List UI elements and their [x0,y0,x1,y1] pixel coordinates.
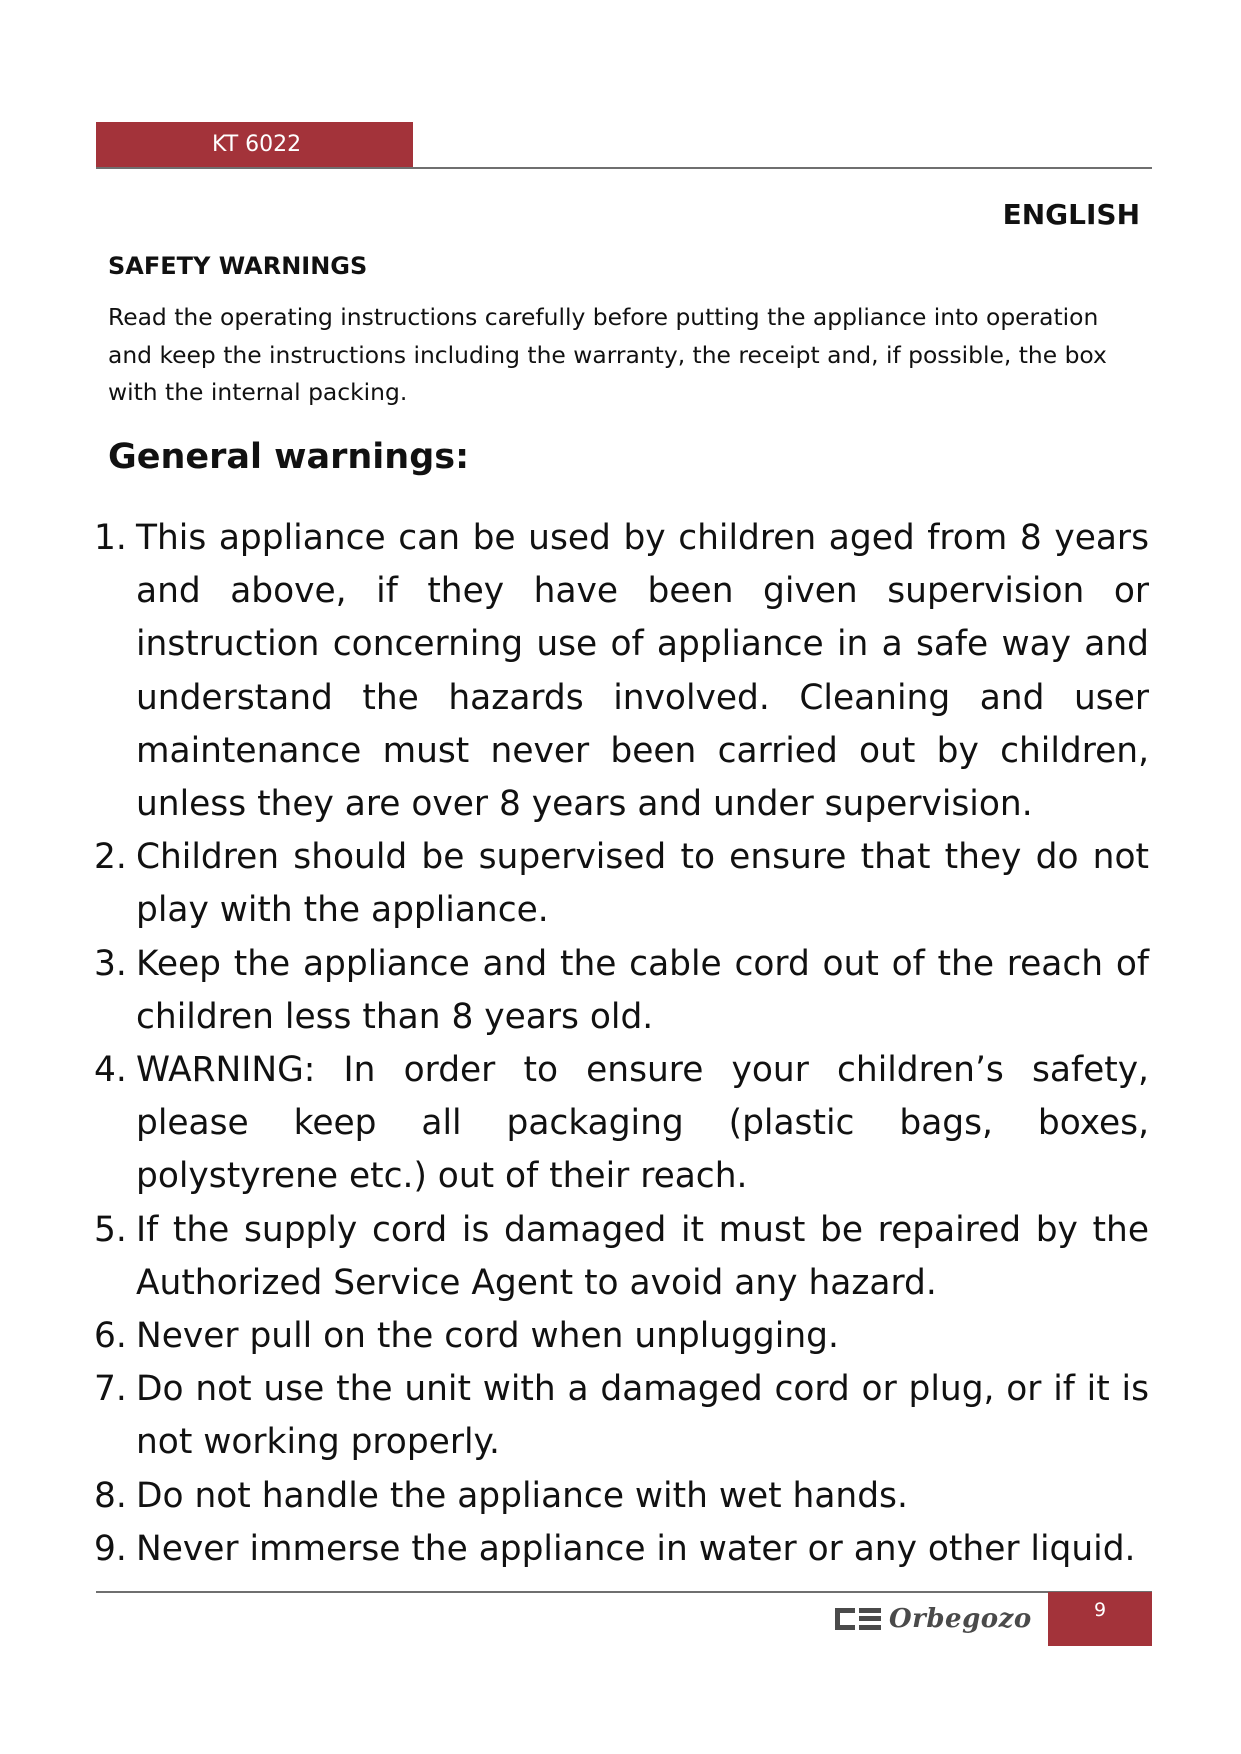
footer-rule [96,1591,1152,1593]
page-number: 9 [1093,1599,1107,1621]
item-number: 3. [94,943,127,984]
item-number: 6. [94,1316,127,1357]
list-item [94,512,1149,831]
item-text: This appliance can be used by children aged from 8 years and above, if they have been given supervision or instruction concerning use of appliance in a safe way and understand the hazards involved. Cleaning and user maintenance must never been carried out by children, unless they are over 8 years and under supervision. [136,518,1149,825]
list-item [94,1523,1149,1576]
item-text: Never immerse the appliance in water or any other liquid. [136,1528,1136,1569]
model-number: KT 6022 [212,132,302,157]
item-text: Children should be supervised to ensure that they do not play with the appliance. [136,837,1149,931]
item-number: 9. [94,1528,127,1569]
header-rule [96,167,1152,169]
item-number: 4. [94,1050,127,1091]
item-text: Do not use the unit with a damaged cord or plug, or if it is not working properly. [136,1369,1149,1463]
brand-name: Orbegozo [889,1604,1032,1634]
item-text: If the supply cord is damaged it must be repaired by the Authorized Service Agent to avoid any hazard. [136,1209,1149,1303]
list-item [94,1470,1149,1523]
item-number: 5. [94,1209,127,1250]
model-tab [96,122,413,168]
safety-warnings-title: SAFETY WARNINGS [108,252,368,280]
item-text: Do not handle the appliance with wet hands. [136,1475,908,1516]
general-warnings-heading: General warnings: [108,437,470,477]
list-item [94,1310,1149,1363]
language-label: ENGLISH [1002,198,1140,231]
list-item [94,1204,1149,1310]
list-item [94,1044,1149,1204]
item-text: Never pull on the cord when unplugging. [136,1316,839,1357]
page-number-box [1048,1592,1152,1646]
general-warnings-list [94,512,1149,1576]
list-item [94,1363,1149,1469]
brand-mark-icon [835,1608,881,1630]
brand-logo [835,1601,1032,1637]
item-number: 8. [94,1475,127,1516]
list-item [94,938,1149,1044]
item-number: 2. [94,837,127,878]
item-number: 1. [94,518,127,558]
intro-paragraph: Read the operating instructions carefully before putting the appliance into operation and keep the instructions including the warranty, the receipt and, if possible, the box with the internal packing. [108,303,1107,406]
list-item [94,831,1149,937]
item-text: Keep the appliance and the cable cord out of the reach of children less than 8 years old. [136,943,1149,1037]
item-number: 7. [94,1369,127,1410]
item-text: WARNING: In order to ensure your children’s safety, please keep all packaging (plastic bags, boxes, polystyrene etc.) out of their reach. [136,1050,1149,1197]
